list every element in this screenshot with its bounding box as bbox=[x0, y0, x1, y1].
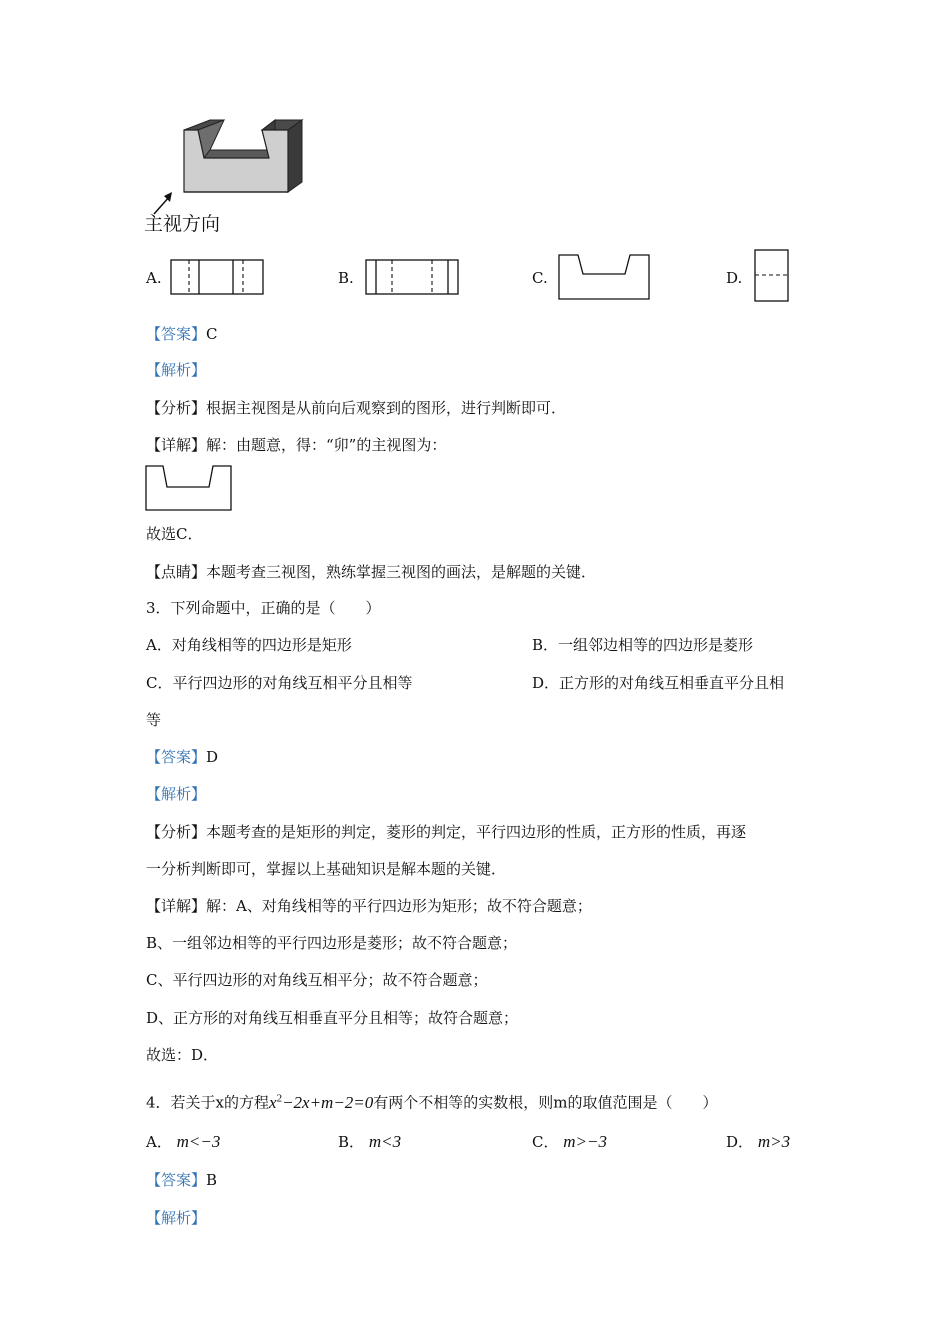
q3-detail: 【详解】解：A、对角线相等的平行四边形为矩形；故不符合题意； bbox=[146, 897, 592, 915]
q4-option-b: B． m<3 bbox=[338, 1132, 402, 1151]
q3-detail-b: B、一组邻边相等的平行四边形是菱形；故不符合题意； bbox=[146, 934, 518, 952]
q3-answer: 【答案】D bbox=[146, 748, 219, 766]
q4-option-a: A． m<−3 bbox=[146, 1132, 221, 1151]
q2-jiexi-heading: 【解析】 bbox=[146, 361, 207, 379]
q2-analysis: 【分析】根据主视图是从前向后观察到的图形，进行判断即可． bbox=[146, 399, 567, 417]
figure-caption: 主视方向 bbox=[144, 213, 221, 235]
q2-remark: 【点睛】本题考查三视图，熟练掌握三视图的画法，是解题的关键． bbox=[146, 563, 597, 581]
q3-option-c: C．平行四边形的对角线互相平分且相等 bbox=[146, 674, 413, 692]
q2-option-c-label: C. bbox=[532, 269, 548, 287]
q3-stem: 3．下列命题中，正确的是（ ） bbox=[146, 599, 381, 617]
q3-option-a: A．对角线相等的四边形是矩形 bbox=[146, 636, 352, 654]
q3-option-d: D．正方形的对角线互相垂直平分且相 bbox=[532, 674, 785, 692]
q4-option-c: C． m>−3 bbox=[532, 1132, 607, 1151]
q4-equation: $x^2-2x+m-2=0$ bbox=[269, 1092, 374, 1112]
q4-jiexi-heading: 【解析】 bbox=[146, 1209, 207, 1227]
q3-analysis-line1: 【分析】本题考查的是矩形的判定，菱形的判定，平行四边形的性质，正方形的性质，再逐 bbox=[146, 823, 747, 841]
q2-option-b-label: B. bbox=[338, 269, 354, 287]
q2-answer: 【答案】C bbox=[146, 325, 218, 343]
q2-option-d-label: D. bbox=[726, 269, 743, 287]
option-d-figure bbox=[754, 249, 790, 303]
option-c-figure bbox=[558, 254, 652, 300]
q3-option-d-wrap: 等 bbox=[146, 711, 162, 729]
q3-option-b: B．一组邻边相等的四边形是菱形 bbox=[532, 636, 754, 654]
q3-select: 故选：D． bbox=[146, 1046, 219, 1064]
front-view-figure bbox=[145, 465, 235, 513]
q3-jiexi-heading: 【解析】 bbox=[146, 785, 207, 803]
q2-detail: 【详解】解：由题意，得：“卯”的主视图为： bbox=[146, 436, 447, 454]
tenon-block-figure bbox=[182, 120, 312, 200]
q3-detail-d: D、正方形的对角线互相垂直平分且相等；故符合题意； bbox=[146, 1009, 519, 1027]
option-a-figure bbox=[170, 259, 265, 296]
q3-detail-c: C、平行四边形的对角线互相平分；故不符合题意； bbox=[146, 971, 488, 989]
q4-answer: 【答案】B bbox=[146, 1171, 218, 1189]
q4-stem: 4．若关于x的方程$x^2-2x+m-2=0$有两个不相等的实数根，则m的取值范围是（ ） bbox=[146, 1092, 718, 1112]
option-b-figure bbox=[365, 259, 460, 296]
q3-analysis-line2: 一分析判断即可，掌握以上基础知识是解本题的关键． bbox=[146, 860, 507, 878]
q2-select: 故选C． bbox=[146, 525, 203, 543]
q2-option-a-label: A. bbox=[146, 269, 162, 287]
q4-option-d: D． m>3 bbox=[726, 1132, 791, 1151]
